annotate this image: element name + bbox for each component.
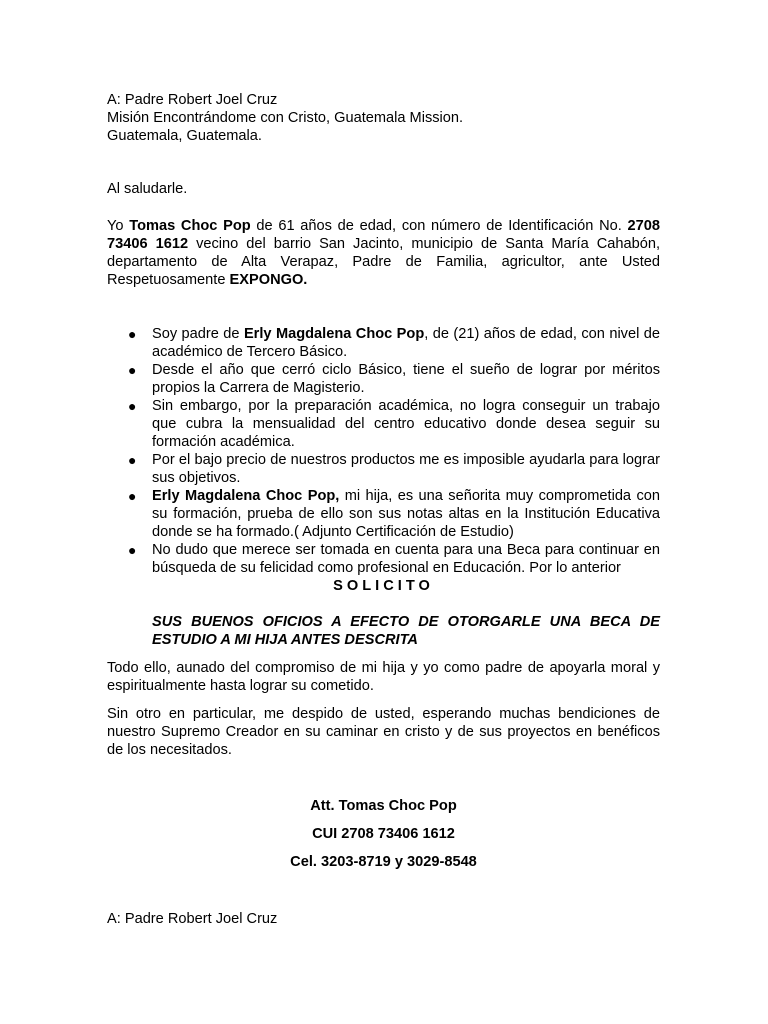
intro-id-number: 2708 73406 1612 (107, 218, 660, 252)
bullet-icon: ● (128, 398, 137, 414)
footer-recipient: A: Padre Robert Joel Cruz (107, 911, 278, 927)
recipient-name: A: Padre Robert Joel Cruz (107, 92, 278, 108)
greeting: Al saludarle. (107, 181, 188, 197)
request-statement: SUS BUENOS OFICIOS A EFECTO DE OTORGARLE UNA BECA DE ESTUDIO A MI HIJA ANTES DESCRITA (152, 614, 660, 648)
recipient-location: Guatemala, Guatemala. (107, 128, 262, 144)
bullet-icon: ● (128, 452, 137, 468)
intro-expongo: EXPONGO. (229, 272, 308, 288)
closing-paragraph-1: Todo ello, aunado del compromiso de mi hija y yo como padre de apoyarla moral y espiritualmente hasta lograr su cometido. (107, 660, 660, 694)
intro-paragraph (107, 217, 660, 289)
list-item: ● Soy padre de Erly Magdalena Choc Pop, de (21) años de edad, con nivel de académico de Tercero Básico. (128, 326, 660, 360)
intro-text-3: vecino del barrio San Jacinto, municipio de Santa María Cahabón, departamento de Alta Verapaz, Padre de Familia, agricultor, ante Usted Respetuosamente (107, 236, 660, 288)
bullet-icon: ● (128, 362, 137, 378)
signature-cui: CUI 2708 73406 1612 (312, 826, 455, 842)
solicito-heading: SOLICITO (333, 578, 434, 594)
recipient-address (107, 91, 660, 145)
bullet-icon: ● (128, 542, 137, 558)
recipient-organization: Misión Encontrándome con Cristo, Guatemala Mission. (107, 110, 464, 126)
intro-text-2: de 61 años de edad, con número de Identificación No. (250, 218, 628, 234)
list-item: ● Sin embargo, por la preparación académica, no logra conseguir un trabajo que cubra la mensualidad del centro educativo donde desea seguir su formación académica. (128, 398, 660, 450)
intro-text-1: Yo (107, 218, 130, 234)
intro-name: Tomas Choc Pop (129, 218, 251, 234)
signature-phone: Cel. 3203-8719 y 3029-8548 (290, 854, 477, 870)
list-item: ● Desde el año que cerró ciclo Básico, tiene el sueño de lograr por méritos propios la Carrera de Magisterio. (128, 362, 660, 396)
bullet-icon: ● (128, 488, 137, 504)
list-item: ● Por el bajo precio de nuestros productos me es imposible ayudarla para lograr sus objetivos. (128, 452, 660, 486)
closing-paragraph-2: Sin otro en particular, me despido de usted, esperando muchas bendiciones de nuestro Supremo Creador en su caminar en cristo y de sus proyectos en benéficos de los necesitados. (107, 706, 660, 758)
signature-att: Att. Tomas Choc Pop (310, 798, 457, 814)
bullet-list (107, 325, 660, 577)
list-item: ● No dudo que merece ser tomada en cuenta para una Beca para continuar en búsqueda de su felicidad como profesional en Educación. Por lo anterior (128, 542, 660, 576)
list-item: ● Erly Magdalena Choc Pop, mi hija, es una señorita muy comprometida con su formación, prueba de ello son sus notas altas en la Institución Educativa donde se ha formado.( Adjunto Certificación de Estudio) (128, 488, 660, 540)
bullet-icon: ● (128, 326, 137, 342)
